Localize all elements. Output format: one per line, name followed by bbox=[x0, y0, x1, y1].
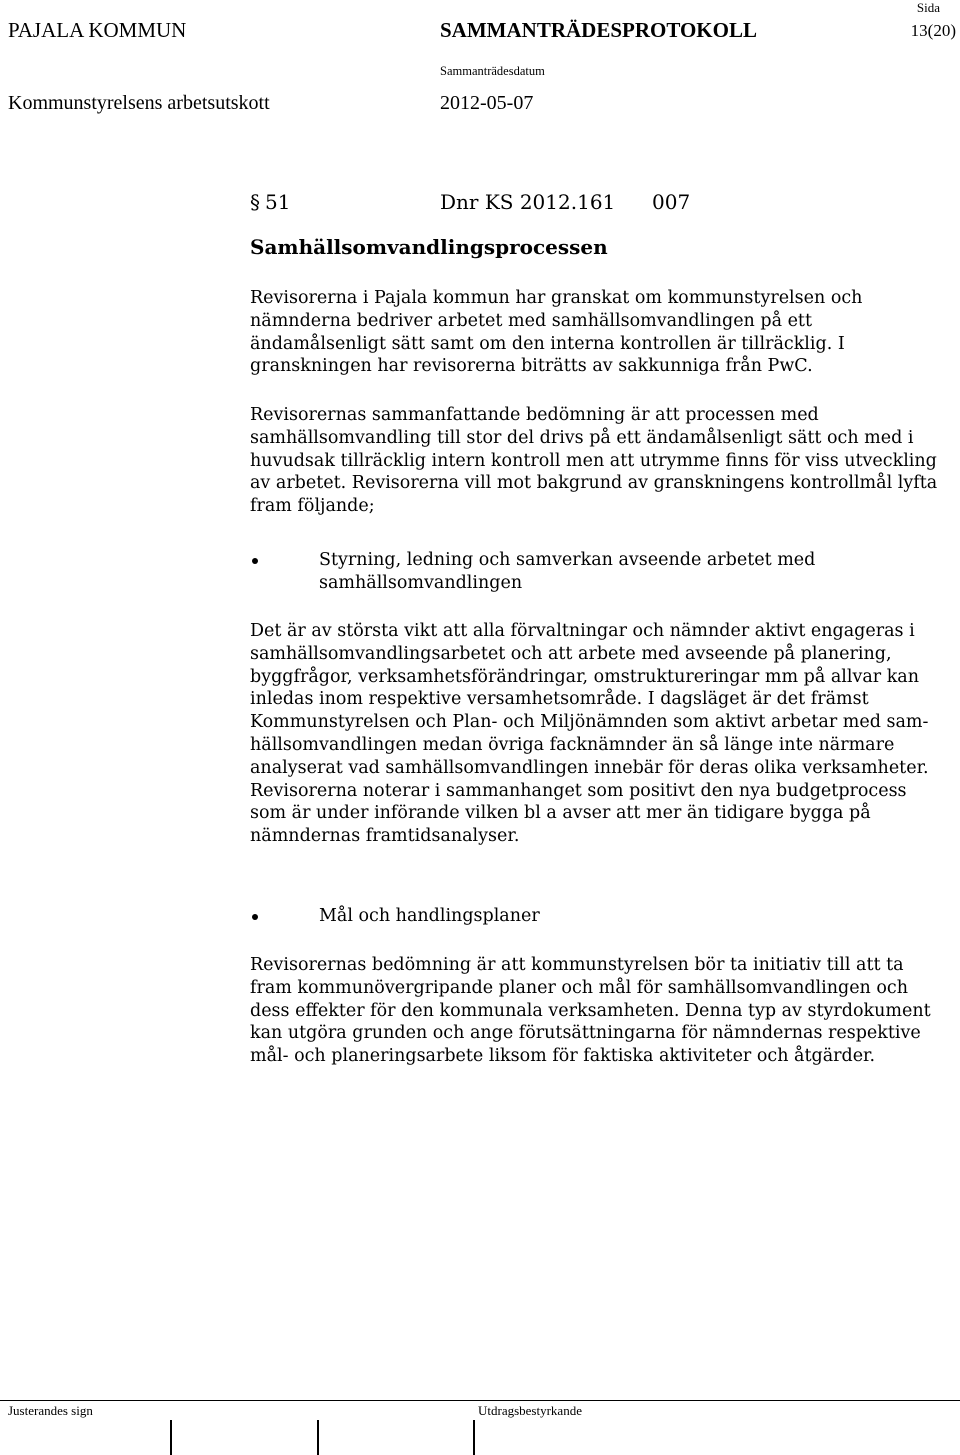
signature-box-divider bbox=[170, 1420, 172, 1455]
paragraph-4 bbox=[250, 954, 960, 1068]
paragraph-sign: § bbox=[250, 190, 260, 214]
paragraph-line: huvudsak tillräcklig intern kontroll men att utrymme finns för viss utveckling bbox=[250, 450, 937, 471]
justerandes-sign-label: Justerandes sign bbox=[8, 1403, 93, 1418]
municipality-name: PAJALA KOMMUN bbox=[8, 18, 187, 42]
bullet-icon bbox=[252, 914, 258, 920]
meeting-date-label: Sammanträdesdatum bbox=[440, 64, 545, 78]
paragraph-line: analyserat vad samhällsomvandlingen innebär för deras olika verksamheter. bbox=[250, 757, 929, 778]
committee-name: Kommunstyrelsens arbetsutskott bbox=[8, 92, 270, 114]
document-type: SAMMANTRÄDESPROTOKOLL bbox=[440, 18, 757, 42]
paragraph-line: byggfrågor, verksamhetsförändringar, omstruktureringar mm på allvar kan bbox=[250, 666, 919, 687]
paragraph-line: mål- och planeringsarbete liksom för faktiska aktiviteter och åtgärder. bbox=[250, 1046, 876, 1067]
section-title: Samhällsomvandlingsprocessen bbox=[250, 235, 608, 259]
meeting-date: 2012-05-07 bbox=[440, 92, 534, 114]
footer-rule bbox=[0, 1400, 960, 1401]
signature-box-divider bbox=[317, 1420, 319, 1455]
paragraph-line: Det är av största vikt att alla förvaltningar och nämnder aktivt engageras i bbox=[250, 621, 915, 641]
paragraph-line: av arbetet. Revisorerna vill mot bakgrund av granskningens kontrollmål lyfta bbox=[250, 473, 938, 494]
bullet-text-line: Mål och handlingsplaner bbox=[319, 906, 540, 926]
paragraph-line: Revisorerna i Pajala kommun har granskat om kommunstyrelsen och bbox=[250, 288, 863, 308]
paragraph-line: kan utgöra grunden och ange förutsättningarna för nämndernas respektive bbox=[250, 1023, 921, 1044]
paragraph-1 bbox=[250, 287, 960, 378]
paragraph-line: Kommunstyrelsen och Plan- och Miljönämnden som aktivt arbetar med sam- bbox=[250, 712, 929, 733]
paragraph-line: inledas inom respektive versamhetsområde. I dagsläget är det främst bbox=[250, 689, 869, 710]
signature-box-divider bbox=[473, 1420, 475, 1455]
bullet-text-line: samhällsomvandlingen bbox=[319, 572, 523, 593]
paragraph-line: Revisorerna noterar i sammanhanget som positivt den nya budgetprocess bbox=[250, 780, 907, 801]
diary-number: Dnr KS 2012.161 bbox=[440, 190, 616, 214]
section-number: 51 bbox=[265, 190, 291, 214]
paragraph-2 bbox=[250, 404, 960, 518]
paragraph-line: dess effekter för den kommunala verksamheten. Denna typ av styrdokument bbox=[250, 1000, 931, 1021]
paragraph-line: hällsomvandlingen medan övriga facknämnder än så länge inte närmare bbox=[250, 734, 895, 755]
paragraph-line: nämndernas framtidsanalyser. bbox=[250, 826, 520, 847]
bullet-icon bbox=[252, 558, 258, 564]
archive-code: 007 bbox=[652, 190, 691, 214]
paragraph-line: samhällsomvandling till stor del drivs på ett ändamålsenligt sätt och med i bbox=[250, 427, 914, 448]
paragraph-line: ändamålsenligt sätt samt om den interna kontrollen är tillräcklig. I bbox=[250, 333, 845, 354]
page-label: Sida bbox=[916, 0, 940, 15]
paragraph-line: som är under införande vilken bl a avser att mer än tidigare bygga på bbox=[250, 803, 871, 824]
paragraph-line: granskningen har revisorerna biträtts av sakkunniga från PwC. bbox=[250, 356, 813, 377]
paragraph-line: nämnderna bedriver arbetet med samhällsomvandlingen på ett bbox=[250, 310, 812, 331]
paragraph-3 bbox=[250, 620, 960, 848]
page-number: 13(20) bbox=[910, 21, 956, 40]
paragraph-line: fram följande; bbox=[250, 496, 375, 517]
paragraph-line: samhällsomvandlingsarbetet och att arbete med avseende på planering, bbox=[250, 643, 892, 664]
utdragsbestyrkande-label: Utdragsbestyrkande bbox=[478, 1403, 582, 1418]
paragraph-line: Revisorernas bedömning är att kommunstyrelsen bör ta initiativ till att ta bbox=[250, 955, 904, 975]
bullet-text-line: Styrning, ledning och samverkan avseende arbetet med bbox=[319, 550, 816, 570]
paragraph-line: Revisorernas sammanfattande bedömning är att processen med bbox=[250, 405, 819, 425]
paragraph-line: fram kommunövergripande planer och mål för samhällsomvandlingen och bbox=[250, 977, 909, 998]
